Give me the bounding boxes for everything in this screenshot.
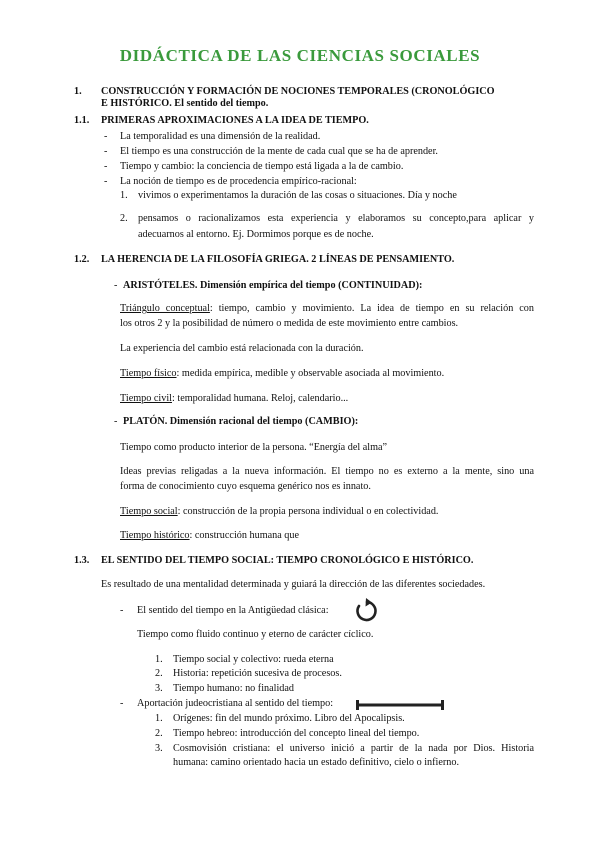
bullet-dash: - xyxy=(120,605,124,616)
list-item-line2: humana: camino orientado hacia un estado definitivo, cielo o infierno. xyxy=(173,757,460,768)
section-1-3-heading: EL SENTIDO DEL TIEMPO SOCIAL: TIEMPO CRONOLÓGICO E HISTÓRICO. xyxy=(101,555,474,566)
tiempo-social-label: Tiempo social xyxy=(120,506,178,517)
tiempo-social-line xyxy=(120,506,438,518)
sub-item-number: 2. xyxy=(120,213,128,224)
list-item-number: 1. xyxy=(155,713,163,724)
tiempo-civil-line xyxy=(120,393,348,405)
section-1-3-intro: Es resultado de una mentalidad determinada y guiará la dirección de las diferentes sociedades. xyxy=(101,579,486,590)
triangulo-text: : tiempo, cambio y movimiento. La idea de tiempo en su relación con xyxy=(209,303,534,314)
bullet-dash: - xyxy=(114,280,118,291)
list-item: El tiempo es una construcción de la mente de cada cual que se ha de aprender. xyxy=(120,146,438,157)
tiempo-fisico-text: : medida empírica, medible y observable asociada al movimiento. xyxy=(176,368,445,379)
section-1-1-number: 1.1. xyxy=(74,115,90,126)
bullet-dash: - xyxy=(104,131,108,142)
tiempo-fisico-label: Tiempo físico xyxy=(120,368,177,379)
sub-item-text-line1: pensamos o racionalizamos esta experiencia y elaboramos su concepto,para aplicar y xyxy=(138,213,534,224)
platon-heading: PLATÓN. Dimensión racional del tiempo (CAMBIO): xyxy=(123,416,359,427)
section-1-1-heading: PRIMERAS APROXIMACIONES A LA IDEA DE TIEMPO. xyxy=(101,115,369,126)
list-item-line1: Cosmovisión cristiana: el universo inició a partir de la nada por Dios. Historia xyxy=(173,743,534,754)
bullet-dash: - xyxy=(104,176,108,187)
sub-item-text-line2: adecuarnos al entorno. Ej. Dormimos porque es de noche. xyxy=(138,229,374,240)
triangulo-line1 xyxy=(120,303,534,315)
list-item: La noción de tiempo es de procedencia empírico-racional: xyxy=(120,176,357,187)
triangulo-label: Triángulo conceptual xyxy=(120,303,210,314)
clasica-text: El sentido del tiempo en la Antigüedad clásica: xyxy=(137,605,329,616)
list-item: Tiempo social y colectivo: rueda eterna xyxy=(173,654,334,665)
list-item-number: 1. xyxy=(155,654,163,665)
tiempo-civil-text: : temporalidad humana. Reloj, calendario... xyxy=(171,393,349,404)
ideas-line2: forma de conocimiento cuyo esquema genérico nos es innato. xyxy=(120,481,371,492)
platon-producto-text: Tiempo como producto interior de la persona. “Energía del alma” xyxy=(120,442,388,453)
timeline-bar-icon xyxy=(356,700,444,710)
tiempo-social-text: : construcción de la propia persona individual o en colectividad. xyxy=(177,506,439,517)
circular-arrow-icon xyxy=(352,597,380,625)
aristoteles-heading: ARISTÓTELES. Dimensión empírica del tiempo (CONTINUIDAD): xyxy=(123,280,423,291)
section-1-3-number: 1.3. xyxy=(74,555,90,566)
section-1-heading-line1: CONSTRUCCIÓN Y FORMACIÓN DE NOCIONES TEMPORALES (CRONOLÓGICO xyxy=(101,86,495,97)
judeo-text: Aportación judeocristiana al sentido del tiempo: xyxy=(137,698,334,709)
list-item: La temporalidad es una dimensión de la realidad. xyxy=(120,131,321,142)
tiempo-fisico-line xyxy=(120,368,444,380)
sub-item-text: vivimos o experimentamos la duración de las cosas o situaciones. Día y noche xyxy=(138,190,457,201)
list-item: Historia: repetición sucesiva de procesos. xyxy=(173,668,342,679)
bullet-dash: - xyxy=(104,146,108,157)
list-item: Orígenes: fin del mundo próximo. Libro del Apocalipsis. xyxy=(173,713,405,724)
list-item: Tiempo y cambio: la conciencia de tiempo está ligada a la de cambio. xyxy=(120,161,404,172)
triangulo-line2: los otros 2 y la posibilidad de número o medida de este movimiento entre cambios. xyxy=(120,318,459,329)
list-item-number: 2. xyxy=(155,728,163,739)
list-item: Tiempo hebreo: introducción del concepto lineal del tiempo. xyxy=(173,728,420,739)
experiencia-text: La experiencia del cambio está relacionada con la duración. xyxy=(120,343,364,354)
list-item-number: 2. xyxy=(155,668,163,679)
sub-item-number: 1. xyxy=(120,190,128,201)
document-title: DIDÁCTICA DE LAS CIENCIAS SOCIALES xyxy=(119,46,481,65)
ideas-line1: Ideas previas religadas a la nueva información. El tiempo no es externo a la mente, sino una xyxy=(120,466,534,477)
bullet-dash: - xyxy=(120,698,124,709)
section-1-heading-line2: E HISTÓRICO. El sentido del tiempo. xyxy=(101,98,269,109)
section-1-number: 1. xyxy=(74,86,82,97)
tiempo-historico-line xyxy=(120,530,299,542)
list-item-number: 3. xyxy=(155,683,163,694)
tiempo-historico-label: Tiempo histórico xyxy=(120,530,190,541)
section-1-2-number: 1.2. xyxy=(74,254,90,265)
section-1-2-heading: LA HERENCIA DE LA FILOSOFÍA GRIEGA. 2 LÍNEAS DE PENSAMIENTO. xyxy=(101,254,455,265)
bullet-dash: - xyxy=(114,416,118,427)
bullet-dash: - xyxy=(104,161,108,172)
list-item: Tiempo humano: no finalidad xyxy=(173,683,295,694)
list-item-number: 3. xyxy=(155,743,163,754)
tiempo-historico-text: : construcción humana que xyxy=(189,530,300,541)
tiempo-civil-label: Tiempo civil xyxy=(120,393,172,404)
fluido-text: Tiempo como fluido continuo y eterno de carácter cíclico. xyxy=(137,629,374,640)
